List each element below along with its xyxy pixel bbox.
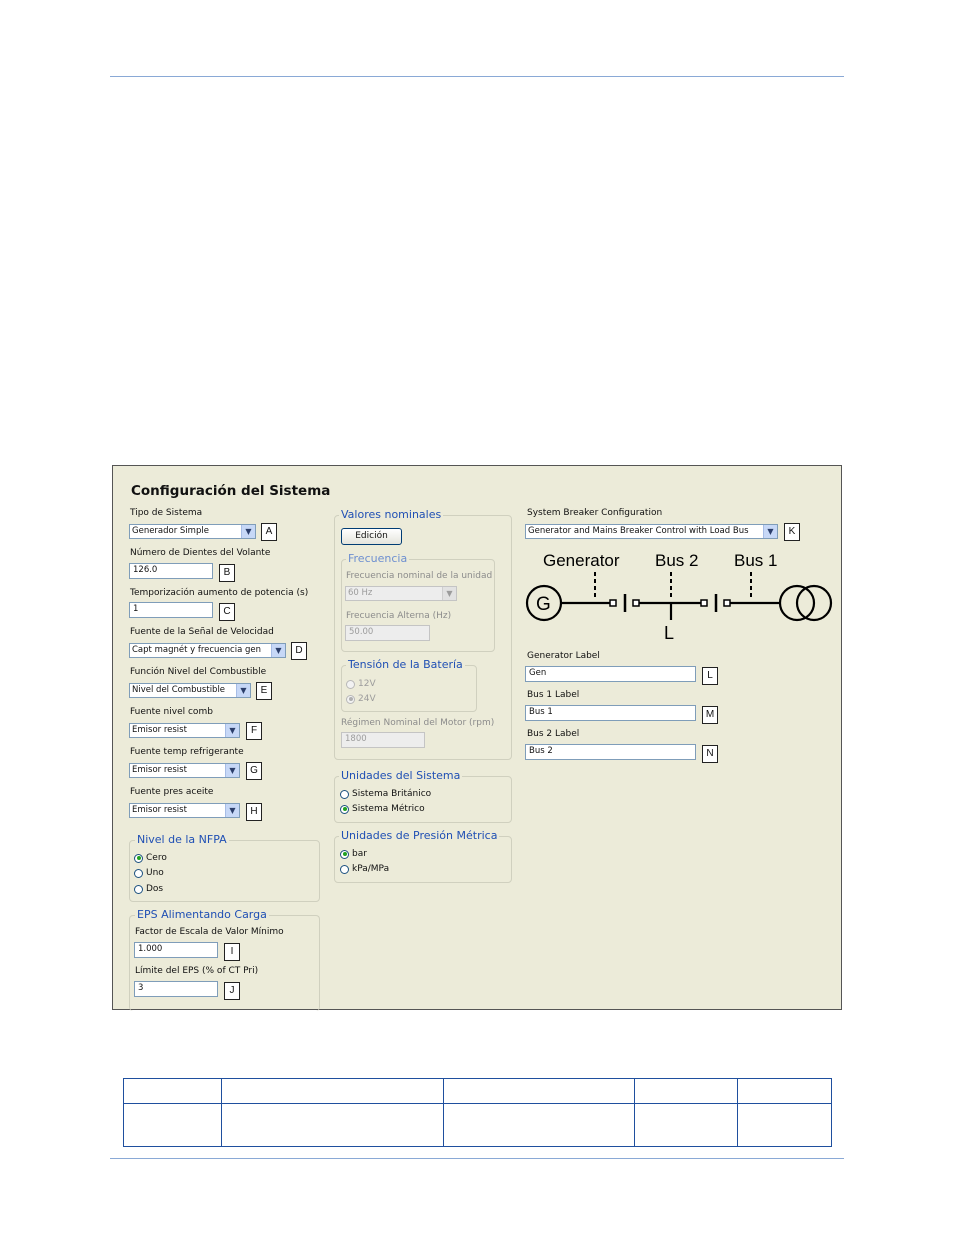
table-cell: [738, 1104, 832, 1147]
table-header-row: [124, 1079, 832, 1104]
bus1-label-input[interactable]: Bus 1: [525, 705, 696, 721]
funcion-combustible-select[interactable]: Nivel del Combustible ▼: [129, 683, 251, 698]
fuente-pres-label: Fuente pres aceite: [130, 787, 214, 797]
gen-breaker-contact-right: [633, 600, 639, 606]
fuente-velocidad-select[interactable]: Capt magnét y frecuencia gen ▼: [129, 643, 286, 658]
fuente-velocidad-label: Fuente de la Señal de Velocidad: [130, 627, 274, 637]
breaker-one-line-diagram: [521, 544, 839, 644]
eps-group-title: EPS Alimentando Carga: [137, 908, 267, 921]
callout-g: G: [246, 762, 262, 780]
chevron-down-icon: ▼: [763, 525, 777, 538]
fuente-nivel-label: Fuente nivel comb: [130, 707, 213, 717]
table-cell: [635, 1104, 738, 1147]
callout-a: A: [261, 523, 277, 541]
radio-indicator: [134, 869, 143, 878]
temporizacion-label: Temporización aumento de potencia (s): [130, 588, 309, 598]
tipo-sistema-label: Tipo de Sistema: [130, 508, 203, 518]
radio-bar[interactable]: bar: [340, 849, 367, 859]
radio-sistema-britanico[interactable]: Sistema Británico: [340, 789, 431, 799]
fuente-temp-label: Fuente temp refrigerante: [130, 747, 244, 757]
freq-nominal-label: Frecuencia nominal de la unidad: [346, 571, 493, 581]
bateria-group: [341, 658, 477, 712]
radio-indicator: [340, 805, 349, 814]
table-cell: [222, 1104, 444, 1147]
table-row: [124, 1104, 832, 1147]
table-cell: [444, 1104, 635, 1147]
radio-indicator: [340, 850, 349, 859]
tipo-sistema-select[interactable]: Generador Simple ▼: [129, 524, 256, 539]
dialog-title: Configuración del Sistema: [131, 483, 331, 499]
valores-nominales-title: Valores nominales: [341, 508, 442, 521]
diagram-bus2-label: Bus 2: [655, 551, 699, 570]
unidades-sistema-title: Unidades del Sistema: [341, 769, 461, 782]
frecuencia-group: [341, 552, 495, 652]
gen-label-caption: Generator Label: [527, 651, 600, 661]
table-cell: [124, 1104, 222, 1147]
callout-i: I: [224, 943, 240, 961]
presion-group: [334, 829, 512, 883]
bus1-label-caption: Bus 1 Label: [527, 690, 580, 700]
table-cell: [124, 1079, 222, 1104]
header-rule: [110, 76, 844, 77]
system-config-dialog: [112, 465, 842, 1010]
nfpa-radio-uno[interactable]: Uno: [134, 868, 164, 878]
funcion-combustible-label: Función Nivel del Combustible: [130, 667, 267, 677]
num-dientes-input[interactable]: 126.0: [129, 563, 213, 579]
radio-indicator: [134, 854, 143, 863]
radio-kpa-mpa[interactable]: kPa/MPa: [340, 864, 389, 874]
callout-h: H: [246, 803, 262, 821]
table-cell: [222, 1079, 444, 1104]
freq-alterna-input: 50.00: [345, 625, 430, 641]
nfpa-group: [129, 833, 320, 902]
table-cell: [738, 1079, 832, 1104]
callout-k: K: [784, 523, 800, 541]
breaker-config-select[interactable]: Generator and Mains Breaker Control with Load Bus ▼: [525, 524, 778, 539]
table-cell: [635, 1079, 738, 1104]
fuente-nivel-select[interactable]: Emisor resist ▼: [129, 723, 240, 738]
callout-b: B: [219, 564, 235, 582]
callout-e: E: [256, 682, 272, 700]
radio-indicator: [340, 865, 349, 874]
radio-indicator: [346, 680, 355, 689]
gen-label-input[interactable]: Gen: [525, 666, 696, 682]
num-dientes-label: Número de Dientes del Volante: [130, 548, 271, 558]
table-cell: [444, 1079, 635, 1104]
callout-m: M: [702, 706, 718, 724]
valores-nominales-group: [334, 508, 512, 760]
eps-factor-input[interactable]: 1.000: [134, 942, 218, 958]
radio-indicator: [340, 790, 349, 799]
gen-breaker-contact-left: [610, 600, 616, 606]
mains-breaker-contact-left: [701, 600, 707, 606]
eps-group: [129, 908, 320, 1011]
callout-d: D: [291, 642, 307, 660]
presion-title: Unidades de Presión Métrica: [341, 829, 498, 842]
callout-n: N: [702, 745, 718, 763]
nfpa-radio-cero[interactable]: Cero: [134, 853, 167, 863]
unidades-sistema-group: [334, 769, 512, 823]
regimen-input: 1800: [341, 732, 425, 748]
freq-alterna-label: Frecuencia Alterna (Hz): [346, 611, 452, 621]
breaker-config-label: System Breaker Configuration: [527, 508, 663, 518]
mains-breaker-contact-right: [724, 600, 730, 606]
load-label: L: [664, 623, 675, 643]
callout-j: J: [224, 982, 240, 1000]
footer-rule: [110, 1158, 844, 1159]
nfpa-group-title: Nivel de la NFPA: [137, 833, 227, 846]
fuente-temp-select[interactable]: Emisor resist ▼: [129, 763, 240, 778]
chevron-down-icon: ▼: [225, 764, 239, 777]
fuente-pres-select[interactable]: Emisor resist ▼: [129, 803, 240, 818]
temporizacion-input[interactable]: 1: [129, 602, 213, 618]
callout-c: C: [219, 603, 235, 621]
eps-limite-label: Límite del EPS (% of CT Pri): [135, 966, 259, 976]
diagram-bus1-label: Bus 1: [734, 551, 778, 570]
radio-sistema-metrico[interactable]: Sistema Métrico: [340, 804, 425, 814]
settings-table: [123, 1078, 832, 1147]
chevron-down-icon: ▼: [225, 724, 239, 737]
chevron-down-icon: ▼: [241, 525, 255, 538]
edicion-button[interactable]: Edición: [341, 528, 402, 545]
frecuencia-title: Frecuencia: [348, 552, 408, 565]
generator-symbol: G: [536, 594, 551, 615]
chevron-down-icon: ▼: [236, 684, 250, 697]
bateria-title: Tensión de la Batería: [348, 658, 463, 671]
nfpa-radio-dos[interactable]: Dos: [134, 884, 163, 894]
callout-l: L: [702, 667, 718, 685]
regimen-label: Régimen Nominal del Motor (rpm): [341, 718, 495, 728]
radio-indicator: [134, 885, 143, 894]
bateria-radio-24v: 24V: [346, 694, 376, 704]
bus2-label-caption: Bus 2 Label: [527, 729, 580, 739]
freq-nominal-select: 60 Hz ▼: [345, 586, 457, 601]
bateria-radio-12v: 12V: [346, 679, 376, 689]
radio-indicator: [346, 695, 355, 704]
eps-limite-input[interactable]: 3: [134, 981, 218, 997]
chevron-down-icon: ▼: [225, 804, 239, 817]
eps-factor-label: Factor de Escala de Valor Mínimo: [135, 927, 284, 937]
chevron-down-icon: ▼: [442, 587, 456, 600]
callout-f: F: [246, 722, 262, 740]
chevron-down-icon: ▼: [271, 644, 285, 657]
diagram-generator-label: Generator: [543, 551, 620, 570]
bus2-label-input[interactable]: Bus 2: [525, 744, 696, 760]
